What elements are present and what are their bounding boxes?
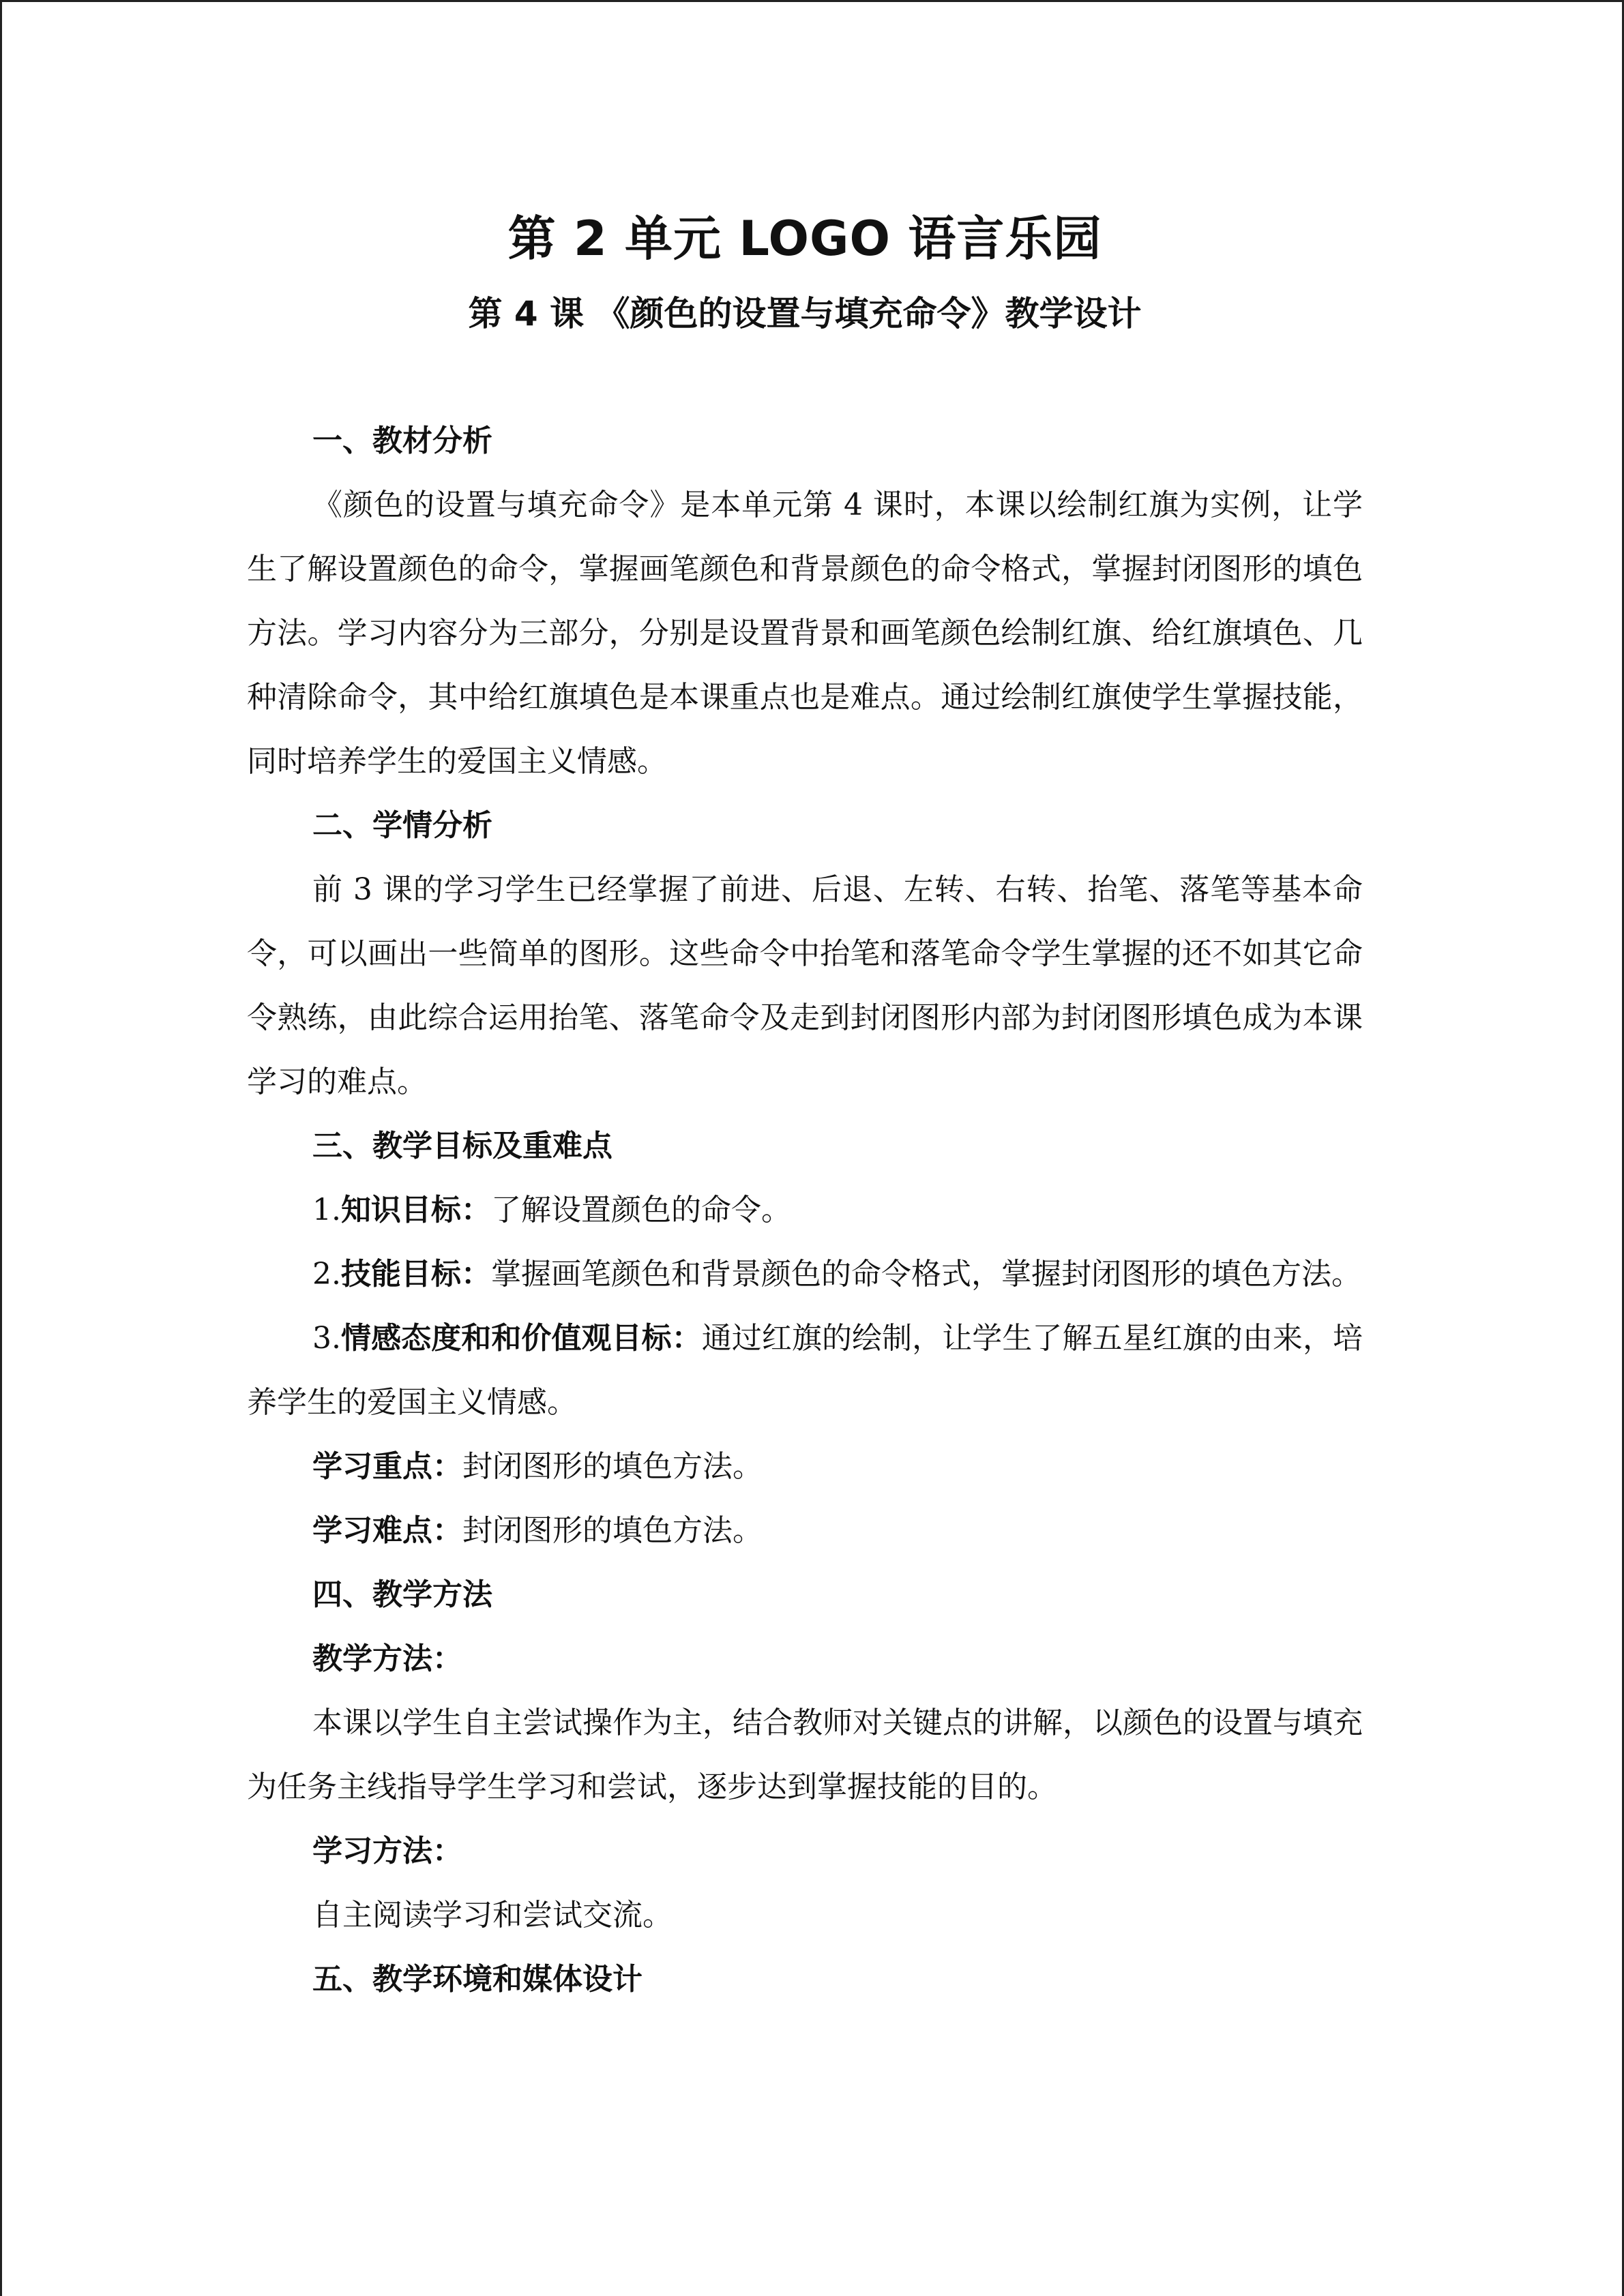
objective-number: 1. [312,1193,341,1227]
objective-label: 知识目标： [340,1193,491,1227]
document-title: 第 2 单元 LOGO 语言乐园 [507,211,1102,267]
student-analysis-paragraph: 前 3 课的学习学生已经掌握了前进、后退、左转、右转、抬笔、落笔等基本命令，可以画出一些简单的图形。这些命令中抬笔和落笔命令学生掌握的还不如其它命令熟练，由此综合运用抬笔、落笔命令及走到封闭图形内部为封闭图形填色成为本课学习的难点。 [247,872,1363,1099]
learning-method-label: 学习方法： [312,1834,462,1868]
objective-skill [247,1242,1363,1307]
document-body [247,198,1363,2012]
section-heading-objectives: 三、教学目标及重难点 [312,1129,612,1163]
objective-label: 技能目标： [340,1257,491,1292]
section-heading-environment: 五、教学环境和媒体设计 [312,1962,643,1997]
objective-label: 情感态度和和价值观目标： [340,1321,702,1356]
difficult-point-label: 学习难点： [312,1513,462,1548]
objective-knowledge [247,1178,1363,1242]
teaching-method-paragraph: 本课以学生自主尝试操作为主，结合教师对关键点的讲解，以颜色的设置与填充为任务主线指导学生学习和尝试，逐步达到掌握技能的目的。 [247,1705,1363,1804]
objective-emotion [247,1307,1363,1435]
key-point [247,1435,1363,1499]
key-point-text: 封闭图形的填色方法。 [462,1449,763,1484]
teaching-method-label: 教学方法： [312,1641,462,1676]
objective-text: 掌握画笔颜色和背景颜色的命令格式，掌握封闭图形的填色方法。 [490,1257,1361,1292]
document-subtitle: 第 4 课 《颜色的设置与填充命令》教学设计 [468,294,1142,333]
difficult-point-text: 封闭图形的填色方法。 [462,1513,763,1548]
section-heading-methods: 四、教学方法 [312,1577,492,1612]
objective-text: 了解设置颜色的命令。 [490,1193,791,1227]
objective-number: 2. [312,1257,341,1292]
objective-text: 通过红旗的绘制，让学生了解五星红旗的由来，培养学生的爱国主义情感。 [247,1321,1363,1420]
section-heading-student-analysis: 二、学情分析 [312,808,492,843]
textbook-analysis-paragraph: 《颜色的设置与填充命令》是本单元第 4 课时，本课以绘制红旗为实例，让学生了解设置颜色的命令，掌握画笔颜色和背景颜色的命令格式，掌握封闭图形的填色方法。学习内容分为三部分，分别是设置背景和画笔颜色绘制红旗、给红旗填色、几种清除命令，其中给红旗填色是本课重点也是难点。通过绘制红旗使学生掌握技能，同时培养学生的爱国主义情感。 [247,488,1363,779]
section-heading-textbook-analysis: 一、教材分析 [312,423,492,458]
difficult-point [247,1499,1363,1563]
objective-number: 3. [312,1321,341,1356]
learning-method-paragraph: 自主阅读学习和尝试交流。 [312,1898,673,1933]
key-point-label: 学习重点： [312,1449,462,1484]
